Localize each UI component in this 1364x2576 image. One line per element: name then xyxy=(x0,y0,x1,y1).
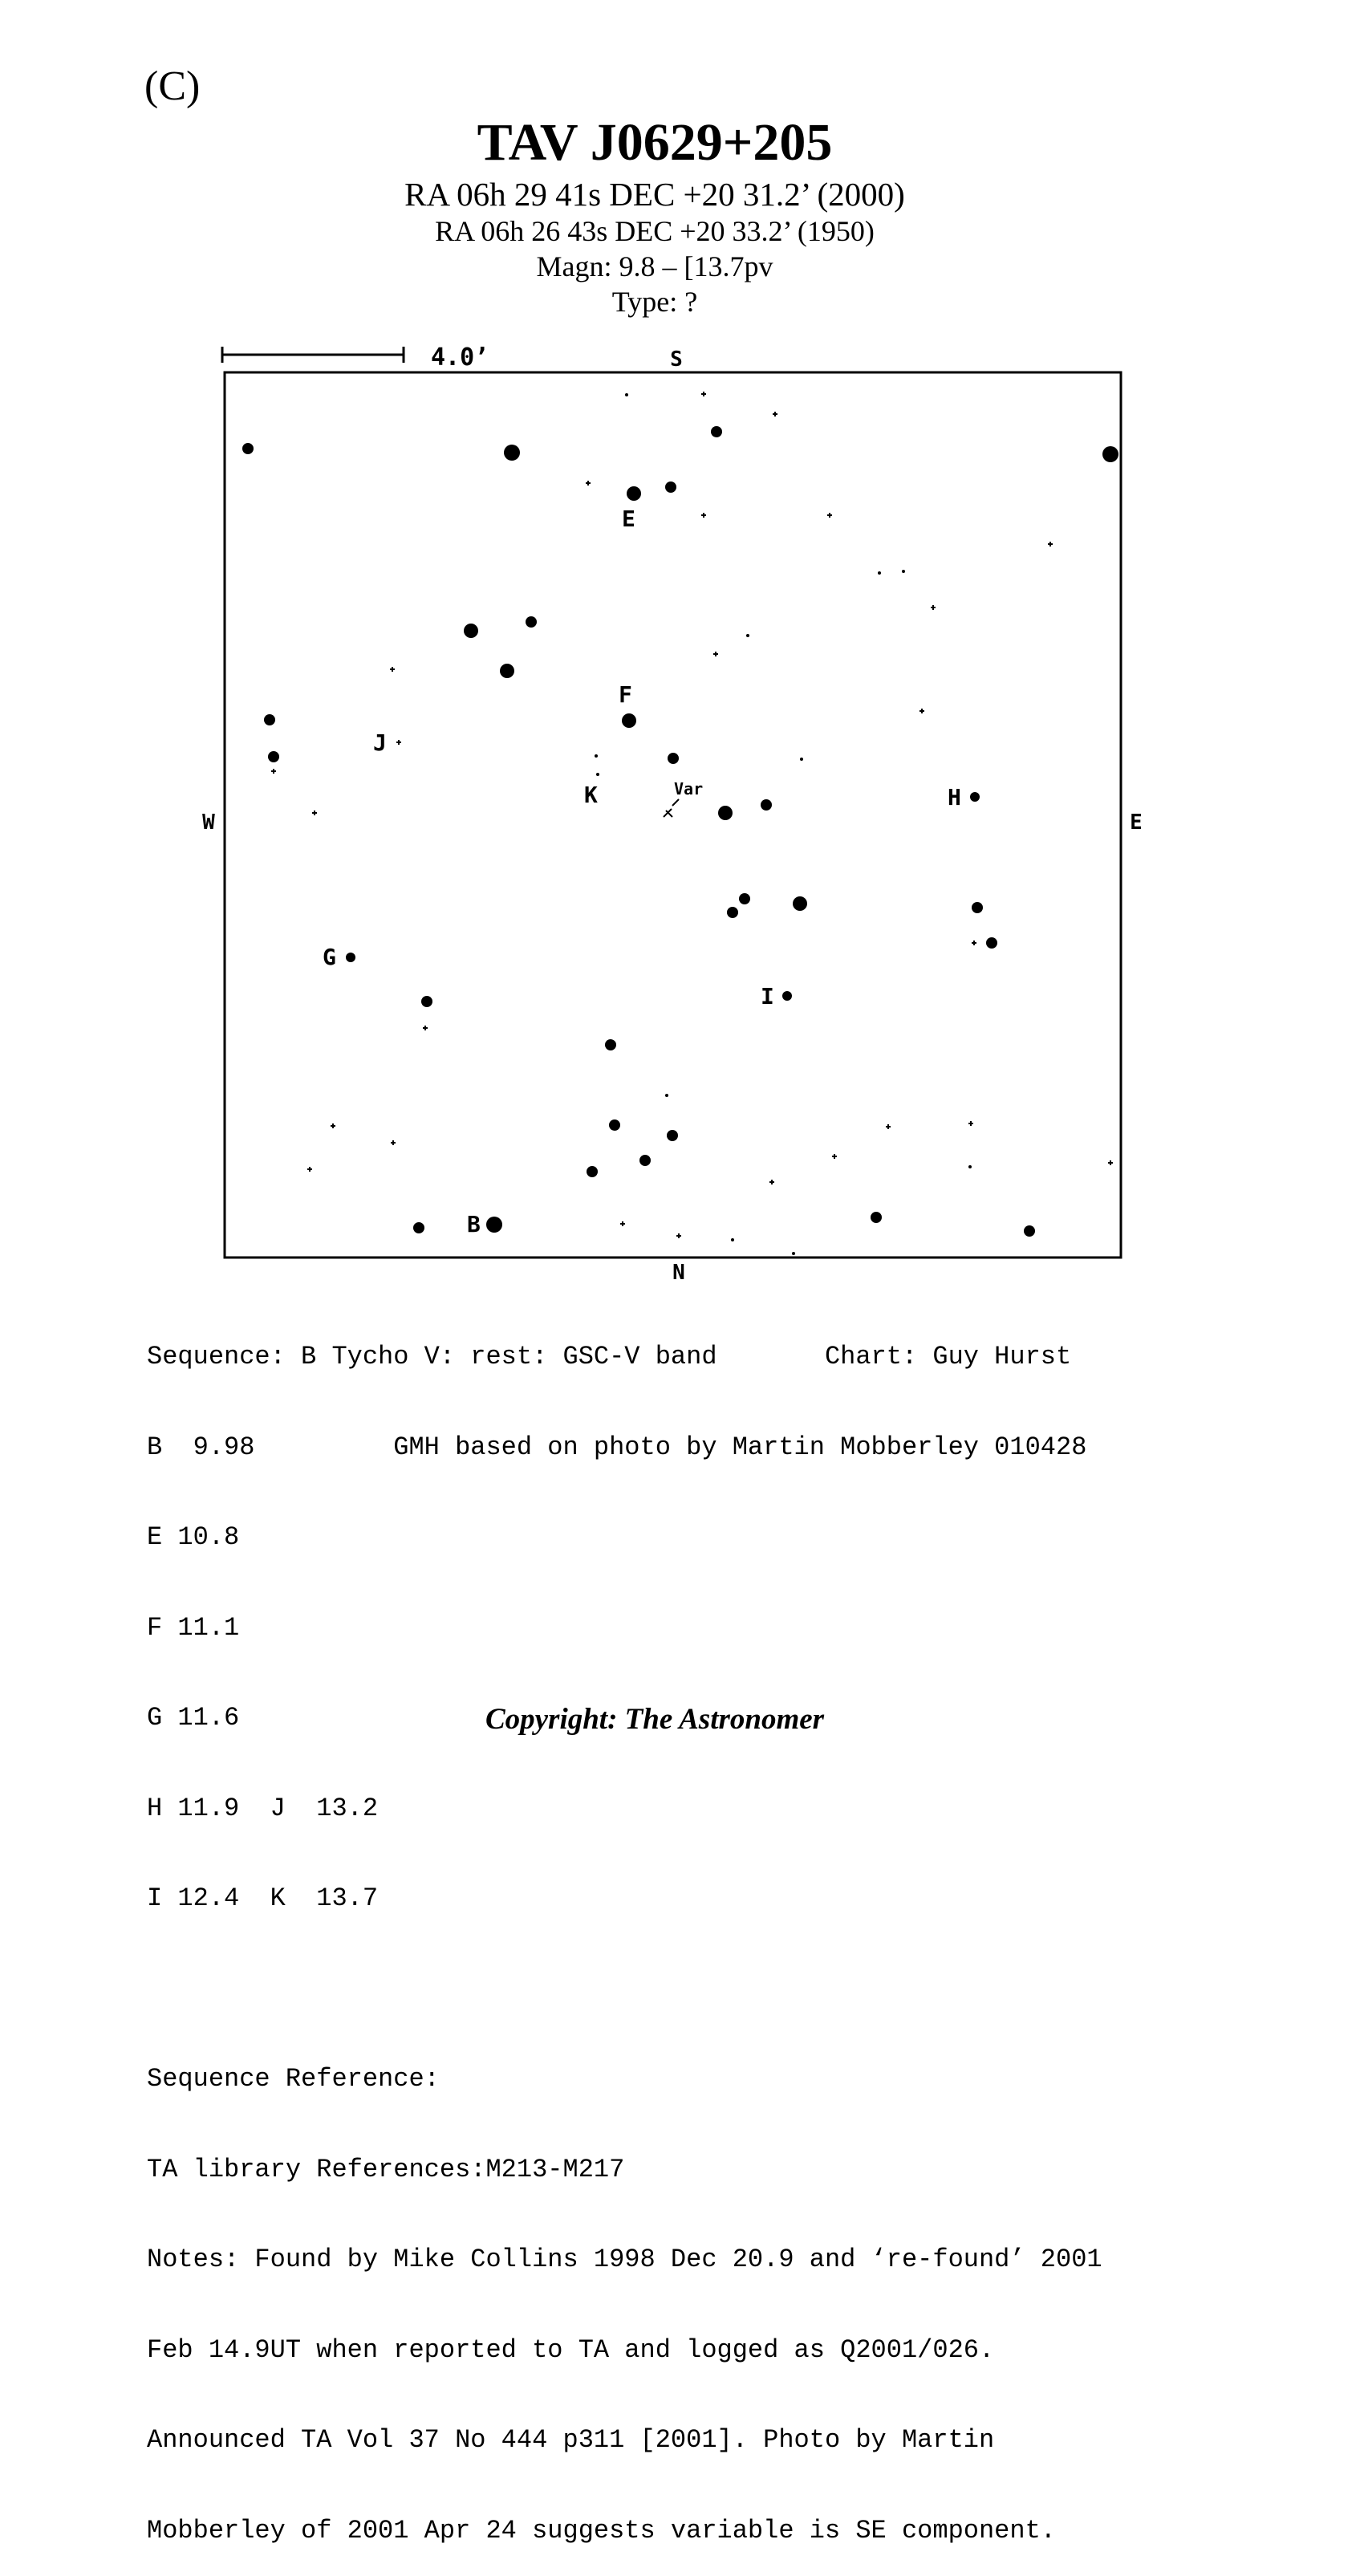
faint-star xyxy=(769,1180,774,1184)
copyright: Copyright: The Astronomer xyxy=(485,1703,825,1736)
faint-dots xyxy=(595,393,972,1255)
faint-star xyxy=(312,811,317,815)
faint-star xyxy=(1048,542,1053,546)
star-i xyxy=(782,991,792,1001)
star xyxy=(761,799,772,811)
sequence-line-1 xyxy=(147,1342,1102,1372)
star-e xyxy=(627,486,641,501)
star-b xyxy=(486,1217,502,1233)
coords-1950: RA 06h 26 43s DEC +20 33.2’ (1950) xyxy=(435,215,875,247)
page-title: TAV J0629+205 xyxy=(477,113,833,172)
faint-star xyxy=(391,1140,396,1145)
faint-star xyxy=(832,1154,837,1159)
sequence-row-g: G 11.6 xyxy=(147,1703,240,1733)
scale-bar xyxy=(222,347,404,363)
star xyxy=(242,443,254,454)
faint-star xyxy=(713,652,718,656)
faint-star xyxy=(390,667,395,672)
sequence-row-b: B 9.98 xyxy=(147,1432,255,1462)
faint-dot xyxy=(792,1252,795,1255)
faint-star xyxy=(701,513,706,518)
star xyxy=(605,1039,616,1050)
spacer xyxy=(717,1342,825,1371)
faint-dot xyxy=(902,570,905,573)
star xyxy=(464,624,478,638)
faint-star xyxy=(676,1233,681,1238)
finder-chart xyxy=(193,337,1179,1284)
star-label-g: G xyxy=(323,944,336,970)
star xyxy=(587,1166,598,1177)
faint-star xyxy=(919,709,924,713)
variable-type: Type: ? xyxy=(611,286,698,318)
faint-star xyxy=(773,412,777,416)
coords-2000: RA 06h 29 41s DEC +20 31.2’ (2000) xyxy=(404,176,905,213)
faint-star xyxy=(620,1221,625,1226)
sequence-row-i-k: I 12.4 K 13.7 xyxy=(147,1883,379,1913)
faint-dot xyxy=(625,393,628,396)
direction-east: E xyxy=(1130,811,1143,835)
star xyxy=(667,1130,678,1141)
field-frame xyxy=(225,372,1121,1258)
star xyxy=(504,445,520,461)
faint-star xyxy=(827,513,832,518)
sequence-info xyxy=(147,1282,1102,2576)
spacer xyxy=(147,1974,1102,2005)
faint-star xyxy=(931,605,936,610)
library-references: TA library References:M213-M217 xyxy=(147,2154,625,2184)
direction-south: S xyxy=(670,347,683,372)
sequence-row-f: F 11.1 xyxy=(147,1612,240,1643)
faint-star xyxy=(586,481,591,486)
photo-credit: GMH based on photo by Martin Mobberley 010428 xyxy=(393,1432,1087,1462)
sequence-line-2 xyxy=(147,1432,1102,1463)
star xyxy=(500,664,514,678)
faint-star xyxy=(701,392,706,396)
faint-star xyxy=(331,1123,335,1128)
star xyxy=(711,426,722,437)
panel-label: (C) xyxy=(144,63,201,109)
sequence-description: Sequence: B Tycho V: rest: GSC-V band xyxy=(147,1342,717,1371)
faint-stars xyxy=(271,392,1113,1238)
faint-star xyxy=(968,1121,973,1126)
faint-star xyxy=(972,941,976,945)
direction-north: N xyxy=(672,1261,685,1284)
star xyxy=(421,996,432,1007)
faint-dot xyxy=(596,773,599,776)
star-label-h: H xyxy=(948,784,961,811)
variable-marker xyxy=(664,799,679,817)
chart-header xyxy=(0,111,1309,319)
notes-line-4: Mobberley of 2001 Apr 24 suggests variable is SE component. xyxy=(147,2515,1056,2546)
faint-star xyxy=(271,769,276,774)
star xyxy=(1024,1225,1035,1237)
star-field xyxy=(242,426,1118,1237)
star xyxy=(413,1222,424,1233)
star xyxy=(793,896,807,911)
faint-star xyxy=(423,1026,428,1030)
star xyxy=(739,893,750,904)
star xyxy=(268,751,279,762)
variable-label: Var xyxy=(674,779,704,798)
star xyxy=(727,907,738,918)
faint-dot xyxy=(800,758,803,761)
faint-dot xyxy=(595,754,598,758)
star xyxy=(718,806,733,820)
star xyxy=(972,902,983,913)
direction-west: W xyxy=(202,811,215,835)
star xyxy=(986,937,997,949)
star xyxy=(264,714,275,725)
star-label-k: K xyxy=(584,782,598,808)
faint-star xyxy=(886,1124,891,1129)
sequence-row-h-j: H 11.9 J 13.2 xyxy=(147,1793,379,1823)
scale-label: 4.0’ xyxy=(431,343,489,372)
star-label-j: J xyxy=(373,729,387,756)
spacer xyxy=(254,1432,393,1462)
star-label-b: B xyxy=(467,1211,481,1237)
faint-star xyxy=(307,1167,312,1172)
star-label-f: F xyxy=(619,681,632,708)
faint-dot xyxy=(665,1094,668,1097)
faint-dot xyxy=(746,634,749,637)
star-label-i: I xyxy=(761,983,774,1010)
star xyxy=(1102,446,1118,462)
star-g xyxy=(346,953,355,962)
faint-star xyxy=(396,740,401,745)
notes-line-2: Feb 14.9UT when reported to TA and logged as Q2001/026. xyxy=(147,2334,995,2365)
chart-credit: Chart: Guy Hurst xyxy=(824,1342,1072,1371)
star-f xyxy=(622,713,636,728)
notes-line-1: Notes: Found by Mike Collins 1998 Dec 20.9 and ‘re-found’ 2001 xyxy=(147,2245,1102,2274)
star xyxy=(609,1119,620,1131)
faint-star xyxy=(1108,1160,1113,1165)
sequence-row-e: E 10.8 xyxy=(147,1522,240,1552)
star xyxy=(639,1155,651,1166)
magnitude-range: Magn: 9.8 – [13.7pv xyxy=(536,250,773,282)
star-label-e: E xyxy=(622,506,635,532)
faint-dot xyxy=(968,1165,972,1168)
faint-dot xyxy=(731,1238,734,1241)
star xyxy=(665,481,676,493)
star xyxy=(526,616,537,628)
star xyxy=(668,753,679,764)
faint-dot xyxy=(878,571,881,575)
star-h xyxy=(970,792,980,802)
star xyxy=(871,1212,882,1223)
notes-line-3: Announced TA Vol 37 No 444 p311 [2001]. Photo by Martin xyxy=(147,2425,995,2455)
sequence-reference: Sequence Reference: xyxy=(147,2064,440,2094)
